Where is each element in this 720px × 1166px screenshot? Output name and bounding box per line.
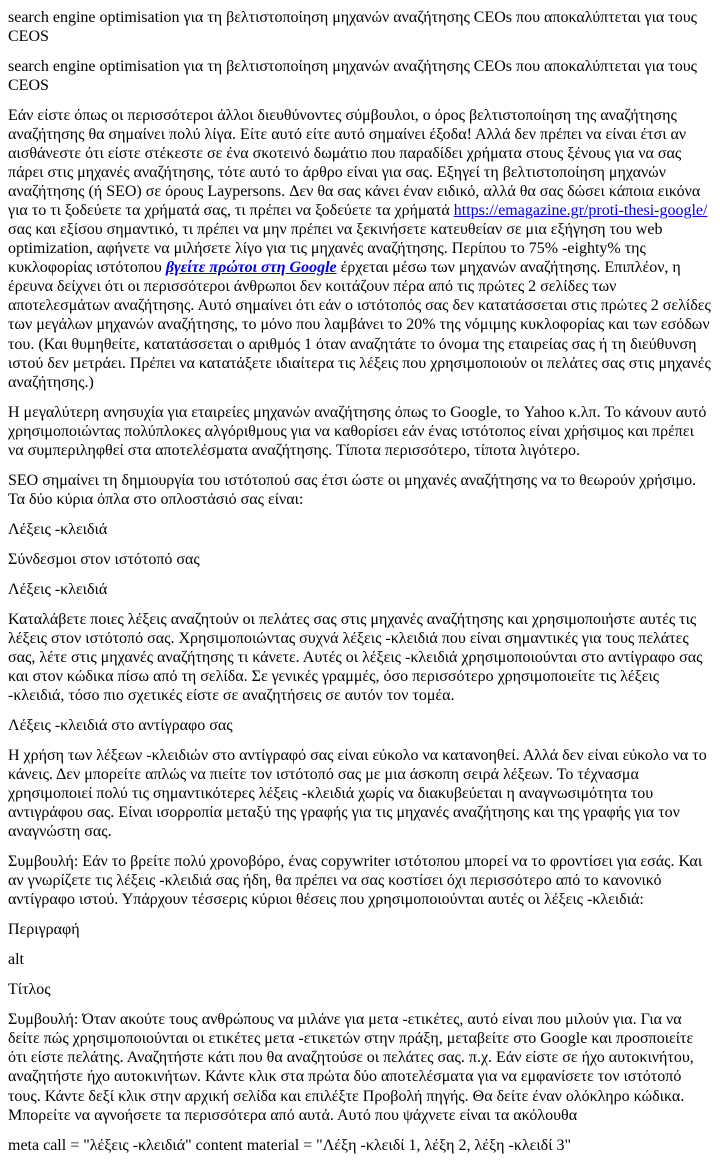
meta-code-example: meta call = "λέξεις -κλειδιά" content material = "Λέξη -κλειδί 1, λέξη 2, λέξη -κλειδί 3" [8,1136,572,1154]
paragraph-tip-copywriter: Συμβουλή: Εάν το βρείτε πολύ χρονοβόρο, ένας copywriter ιστότοπου μπορεί να το φροντίσει για εσάς. Και αν γνωρίζετε τις λέξεις -κλειδιά σας ήδη, θα πρέπει να σας κοστίσει όχι περισσότερο από το κανονικό αντίγραφο ιστού. Υπάρχουν τέσσερις κύριοι θέσεις που χρησιμοποιούνται αυτές οι λέξεις -κλειδιά: [8,853,703,909]
keyword-location-description: Περιγραφή [8,921,80,939]
google-first-place-link[interactable]: βγείτε πρώτοι στη Google [165,259,337,277]
keywords-section-heading: Λέξεις -κλειδιά [8,580,108,598]
list-item-keywords: Λέξεις -κλειδιά [8,520,108,538]
paragraph-seo-means: SEO σημαίνει τη δημιουργία του ιστότοπού σας έτσι ώστε οι μηχανές αναζήτησης να το θεωρούν χρήσιμο. Τα δύο κύρια όπλα στο οπλοστάσιό σας είναι: [8,471,697,508]
list-item-links-to-site: Σύνδεσμοι στον ιστότοπό σας [8,550,200,568]
paragraph-understand-keywords: Καταλάβετε ποιες λέξεις αναζητούν οι πελάτες σας στις μηχανές αναζήτησης και χρησιμοποιήστε αυτές τις λέξεις στον ιστότοπό σας. Χρησιμοποιώντας συχνά λέξεις -κλειδιά που είναι σημαντικές για τους πελάτες σας, λέτε στις μηχανές αναζήτησης τι κάνετε. Αυτές οι λέξεις -κλειδιά χρησιμοποιούνται στο αντίγραφο σας και στον κώδικα πίσω από τη σελίδα. Σε γενικές γραμμές, όσο περισσότερο χρησιμοποιείτε τις λέξεις -κλειδιά, τόσο πιο σχετικές είστε σε αναζητήσεις σε αυτόν τον τομέα. [8,610,703,704]
intro-text-after-link: έρχεται μέσω των μηχανών αναζήτησης. Επιπλέον, η έρευνα δείχνει ότι οι περισσότεροι άνθρωποι δεν κοιτάζουν πέρα από τις πρώτες 2 σελίδες των αποτελεσμάτων αναζήτησης. Αυτό σημαίνει ότι εάν ο ιστότοπός σας δεν κατατάσσεται στις πρώτες 2 σελίδες των μεγάλων μηχανών αναζήτησης, το μόνο που λαμβάνει το 20% της νόμιμης κυκλοφορίας και των εσόδων του. (Και θυμηθείτε, κατατάσσεται ο αριθμός 1 όταν αναζητάτε το όνομα της εταιρείας σας ή τη διεύθυνση ιστού δεν μετράει. Πρέπει να κατατάξετε ιδιαίτερα τις λέξεις που χρησιμοποιούν οι πελάτες σας στις μηχανές αναζήτησης.) [8,259,711,391]
article-title-line: search engine optimisation για τη βελτιστοποίηση μηχανών αναζήτησης CEOs που αποκαλύπτεται για τους CEOS [8,9,697,46]
paragraph-keywords-usage: Η χρήση των λέξεων -κλειδιών στο αντίγραφό σας είναι εύκολο να κατανοηθεί. Αλλά δεν είναι εύκολο να το κάνεις. Δεν μπορείτε απλώς να πιείτε τον ιστότοπό σας με μια άσκοπη σειρά λέξεων. Το τέχνασμα χρησιμοποιεί πολύ τις σημαντικότερες λέξεις -κλειδιά χωρίς να διακυβεύεται η αναγνωσιμότητα του αντιγράφου σας. Είναι ισορροπία μεταξύ της γραφής για τις μηχανές αναζήτησης και της γραφής για τον αναγνώστη σας. [8,747,707,841]
emagazine-url-link[interactable]: https://emagazine.gr/proti-thesi-google/ [453,202,708,220]
intro-text-between-links: σας και εξίσου σημαντικό, τι πρέπει να μην πρέπει να ξεκινήσετε κατευθείαν σε μια εξήγηση του web optimization, αφήνετε να μιλήσετε λίγο για τις μηχανές αναζήτησης. Περίπου το 75% -eighty% της κυκλοφορίας ιστότοπου [8,221,663,277]
article-title-line-duplicate: search engine optimisation για τη βελτιστοποίηση μηχανών αναζήτησης CEOs που αποκαλύπτεται για τους CEOS [8,58,697,95]
intro-paragraph [8,106,712,391]
intro-text-before-link: Εάν είστε όπως οι περισσότεροι άλλοι διευθύνοντες σύμβουλοι, ο όρος βελτιστοποίηση της αναζήτησης αναζήτησης θα σημαίνει πολύ λίγα. Είτε αυτό είτε αυτό σημαίνει έξοδα! Αλλά δεν πρέπει να είναι έτσι αν αισθάνεστε ότι είστε στέκεστε σε ένα σκοτεινό δωμάτιο που παραδίδει χρήματα στους ξένους για να σας πάρει στις μηχανές αναζήτησης, τότε αυτό το άρθρο είναι για σας. Εξηγεί τη βελτιστοποίηση μηχανών αναζήτησης (ή SEO) σε όρους Laypersons. Δεν θα σας κάνει έναν ειδικό, αλλά θα σας δώσει κάποια εικόνα για το τι ξοδεύετε τα χρήματά σας, τι πρέπει να ξοδεύετε τα χρήματά [8,107,701,220]
document-body [8,8,712,1155]
keyword-location-alt: alt [8,951,24,969]
paragraph-tip-meta-tags: Συμβουλή: Όταν ακούτε τους ανθρώπους να μιλάνε για μετα -ετικέτες, αυτό είναι που μιλούν για. Για να δείτε πώς χρησιμοποιούνται οι ετικέτες μετα -ετικετών στην πράξη, μεταβείτε στο Google και προσποιείτε ότι είστε πελάτης. Αναζητήστε κάτι που θα αναζητούσε οι πελάτες σας. π.χ. Εάν είστε σε ήχο αυτοκινήτου, αναζητήστε ήχο αυτοκινήτων. Κάντε κλικ στα πρώτα δύο αποτελέσματα για να εμφανίσετε τον ιστότοπό τους. Κάντε δεξί κλικ στην αρχική σελίδα και επιλέξτε Προβολή πηγής. Θα δείτε έναν ολόκληρο κώδικα. Μπορείτε να αγνοήσετε τα περισσότερα από αυτά. Αυτό που ψάχνετε είναι τα ακόλουθα [8,1011,694,1124]
keyword-location-title: Τίτλος [8,981,51,999]
paragraph-search-engine-concern: Η μεγαλύτερη ανησυχία για εταιρείες μηχανών αναζήτησης όπως το Google, το Yahoo κ.λπ. Το κάνουν αυτό χρησιμοποιώντας πολύπλοκες αλγόριθμους για να καθορίσει εάν ένας ιστότοπος είναι χρήσιμος και πρέπει να συμπεριληφθεί στα αποτελέσματα αναζήτησης. Τίποτα περισσότερο, τίποτα λιγότερο. [8,403,707,459]
keywords-in-copy-heading: Λέξεις -κλειδιά στο αντίγραφο σας [8,717,233,734]
